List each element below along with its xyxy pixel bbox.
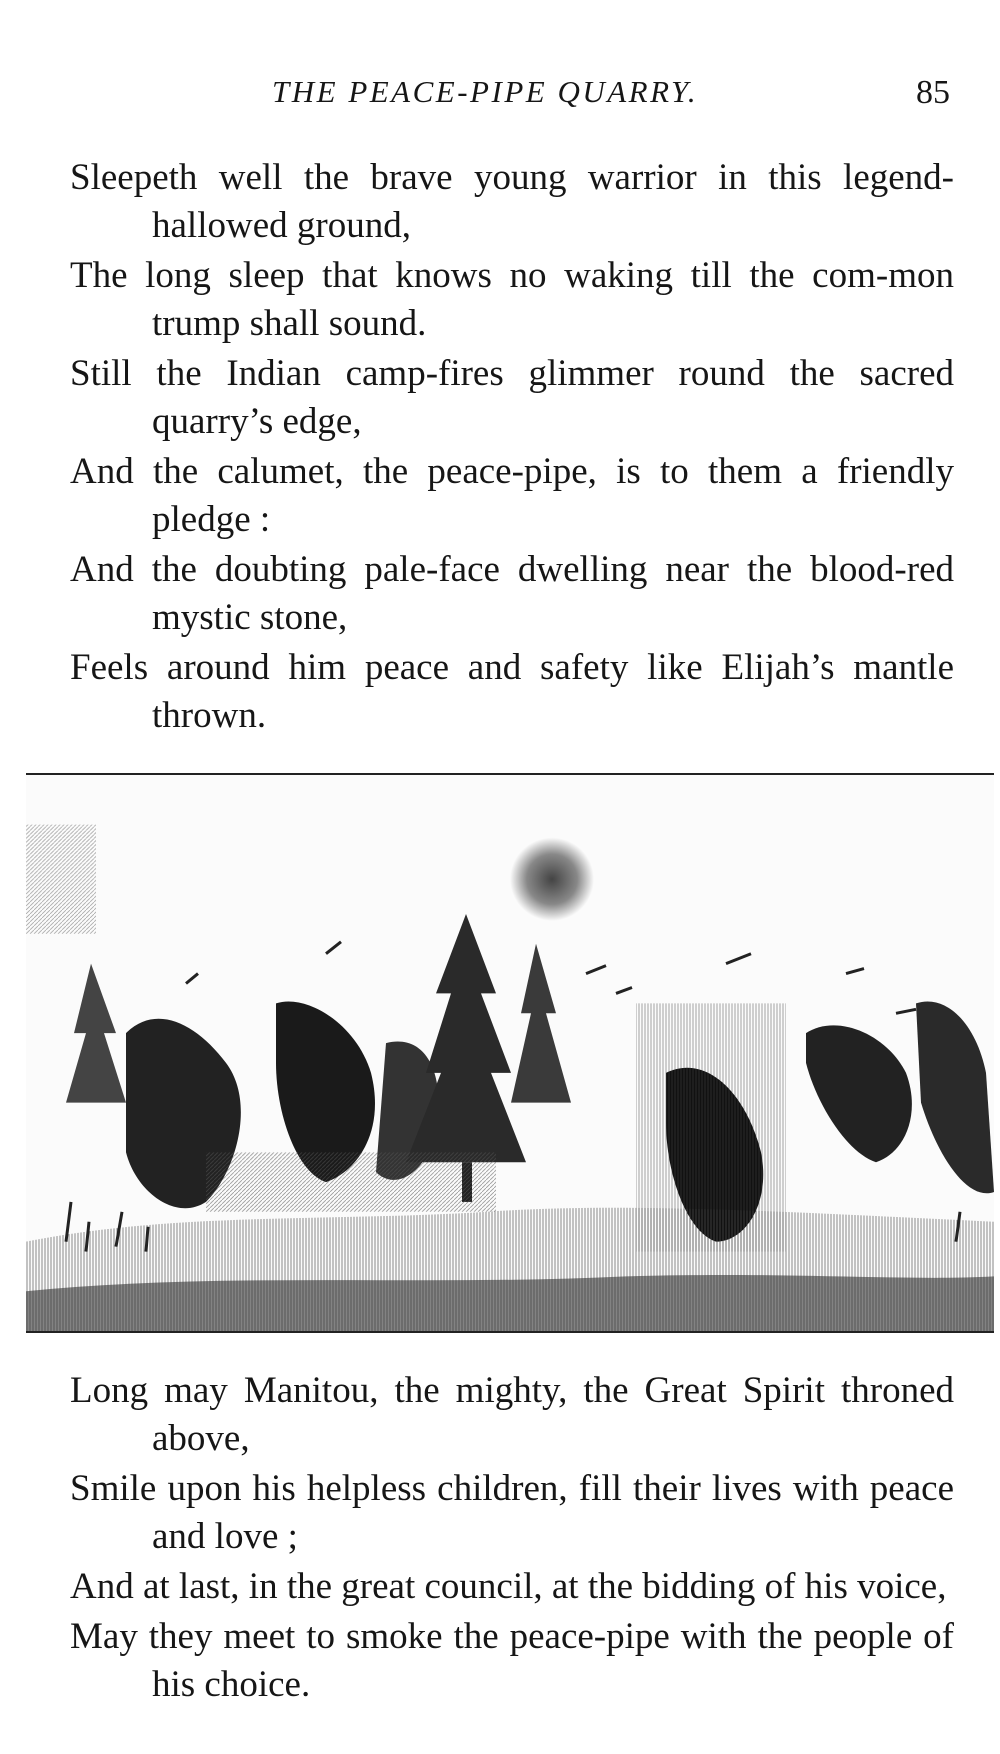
running-title: THE PEACE-PIPE QUARRY.: [272, 74, 699, 109]
verse-line: And at last, in the great council, at the bidding of his voice,: [70, 1566, 947, 1607]
verse-line: And the doubting pale-face dwelling near the blood-red mystic stone,: [70, 549, 954, 638]
verse-line: May they meet to smoke the peace-pipe with the people of his choice.: [70, 1616, 954, 1705]
sun-shape: [510, 838, 594, 921]
running-header: [0, 74, 1000, 124]
pine-tree: [406, 914, 526, 1162]
verse-line: Feels around him peace and safety like Elijah’s mantle thrown.: [70, 647, 954, 736]
verse-line: Sleepeth well the brave young warrior in this legend-hallowed ground,: [70, 157, 954, 246]
stanza-1: [70, 154, 954, 742]
engraving-image: [26, 775, 994, 1331]
page-number: 85: [916, 74, 950, 111]
verse-line: And the calumet, the peace-pipe, is to them a friendly pledge :: [70, 451, 954, 540]
verse-line: Long may Manitou, the mighty, the Great Spirit throned above,: [70, 1370, 954, 1459]
verse-line: Still the Indian camp-fires glimmer round the sacred quarry’s edge,: [70, 353, 954, 442]
stanza-2: [70, 1367, 954, 1711]
verse-line: Smile upon his helpless children, fill their lives with peace and love ;: [70, 1468, 954, 1557]
verse-line: The long sleep that knows no waking till the com-mon trump shall sound.: [70, 255, 954, 344]
quarry-landscape-illustration: [26, 773, 994, 1333]
